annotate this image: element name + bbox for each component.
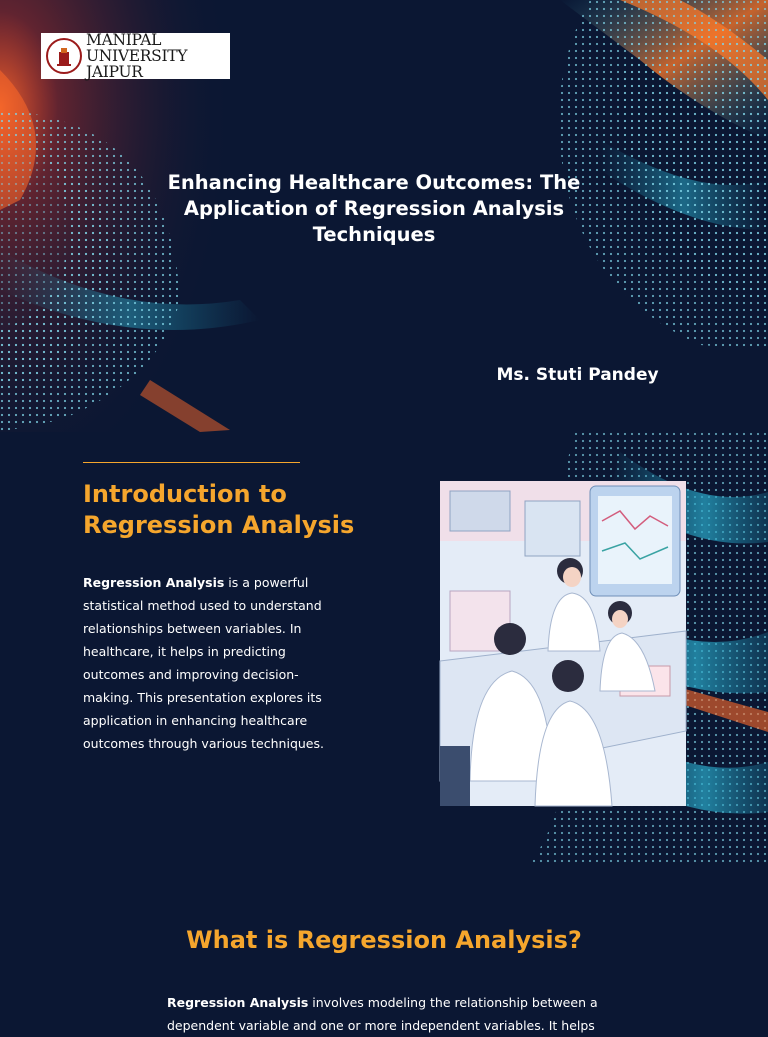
definition-slide <box>0 864 768 1033</box>
university-logo <box>41 33 230 79</box>
healthcare-team-illustration-icon <box>440 481 686 806</box>
definition-bold-term: Regression Analysis <box>167 995 309 1010</box>
university-crest-icon <box>44 36 84 76</box>
university-name-line1: MANIPAL UNIVERSITY <box>86 31 188 65</box>
intro-text: is a powerful statistical method used to understand relationships between variables. In healthcare, it helps in predicting outcomes and improving decision-making. This presentation explores its application in enhancing healthcare outcomes through various techniques. <box>83 575 324 751</box>
accent-divider <box>83 462 300 463</box>
intro-slide <box>0 432 768 864</box>
definition-text: involves modeling the relationship between a dependent variable and one or more independent variables. It helps <box>167 995 598 1033</box>
intro-paragraph <box>83 571 343 755</box>
title-slide <box>0 0 768 432</box>
definition-heading: What is Regression Analysis? <box>186 926 582 954</box>
author-name: Ms. Stuti Pandey <box>496 365 659 385</box>
university-name <box>86 32 230 80</box>
intro-heading: Introduction to Regression Analysis <box>83 480 355 539</box>
healthcare-team-illustration <box>440 481 686 806</box>
university-name-line2: JAIPUR <box>86 63 143 81</box>
presentation-title: Enhancing Healthcare Outcomes: The Application of Regression Analysis Techniques <box>167 171 581 246</box>
intro-bold-term: Regression Analysis <box>83 575 225 590</box>
definition-paragraph <box>167 991 607 1037</box>
